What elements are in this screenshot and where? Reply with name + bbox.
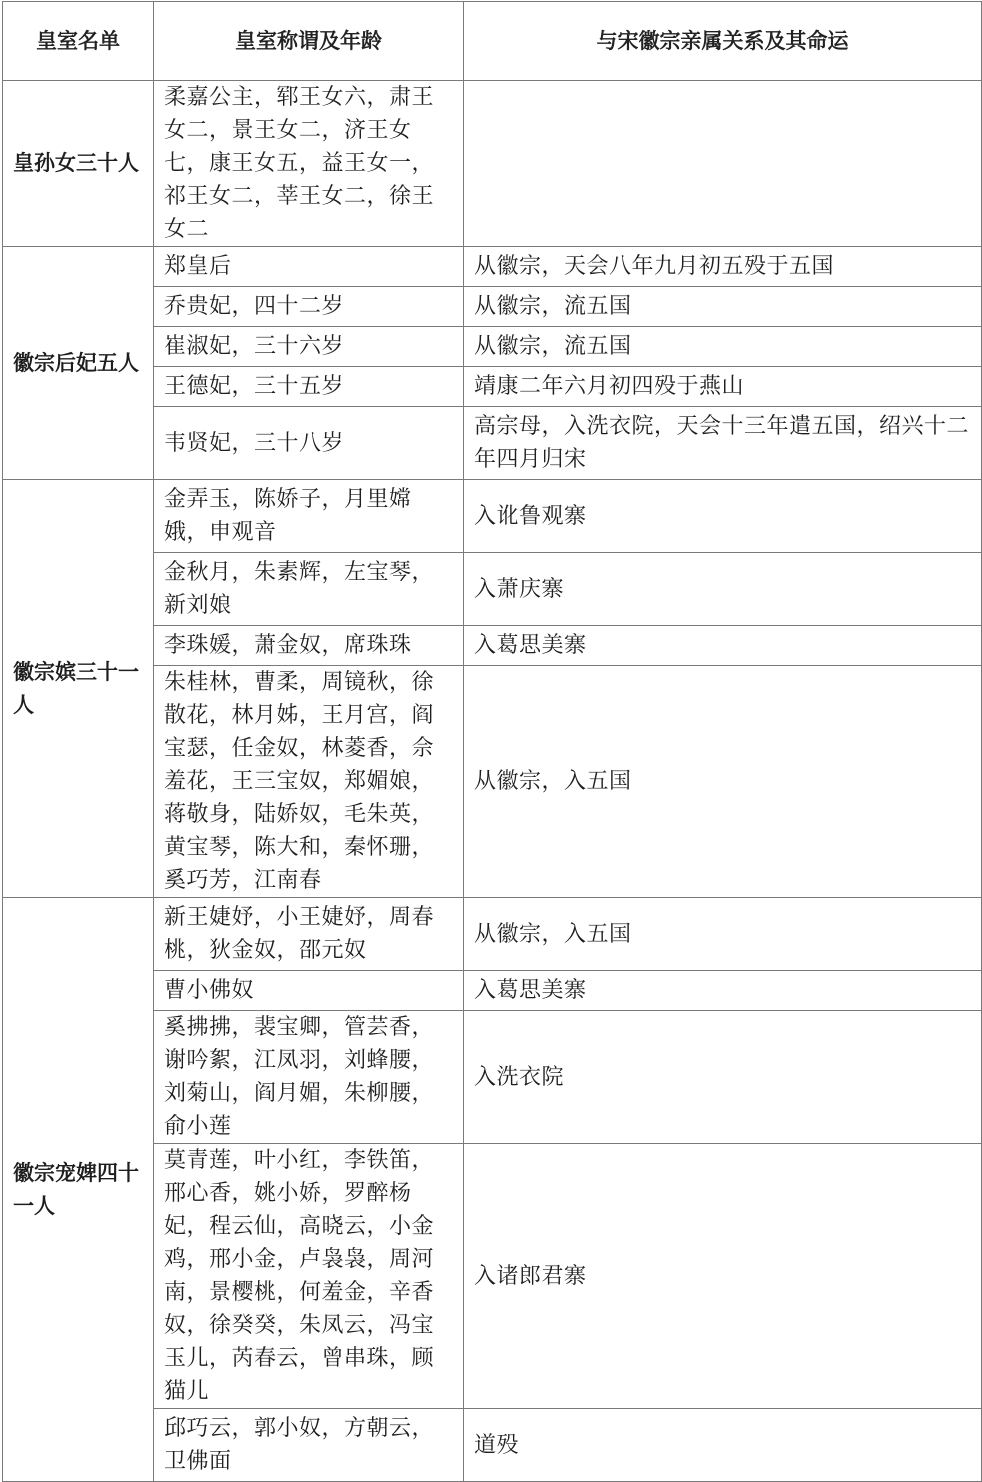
names-cell: 柔嘉公主，郓王女六，肃王女二，景王女二，济王女七，康王女五，益王女一，祁王女二，莘王女二，徐王女二 xyxy=(154,81,464,247)
header-relation-fate: 与宋徽宗亲属关系及其命运 xyxy=(464,2,982,81)
names-cell: 李珠媛，萧金奴，席珠珠 xyxy=(154,626,464,666)
fate-cell: 从徽宗，入五国 xyxy=(464,898,982,971)
header-row xyxy=(3,2,982,81)
header-title-age: 皇室称谓及年龄 xyxy=(154,2,464,81)
names-cell: 邱巧云，郭小奴，方朝云，卫佛面 xyxy=(154,1409,464,1482)
names-cell: 王德妃，三十五岁 xyxy=(154,367,464,407)
names-cell: 乔贵妃，四十二岁 xyxy=(154,287,464,327)
fate-cell: 从徽宗，入五国 xyxy=(464,666,982,898)
table-row xyxy=(3,81,982,247)
fate-cell: 靖康二年六月初四殁于燕山 xyxy=(464,367,982,407)
names-cell: 金弄玉，陈娇子，月里嫦娥，申观音 xyxy=(154,480,464,553)
group-label: 徽宗嫔三十一人 xyxy=(3,480,154,898)
header-roster: 皇室名单 xyxy=(3,2,154,81)
group-label: 徽宗后妃五人 xyxy=(3,247,154,480)
royal-roster-table xyxy=(2,1,982,1482)
names-cell: 新王婕妤，小王婕妤，周春桃，狄金奴，邵元奴 xyxy=(154,898,464,971)
names-cell: 朱桂林，曹柔，周镜秋，徐散花，林月姊，王月宫，阎宝瑟，任金奴，林菱香，佘羞花，王三宝奴，郑媚娘，蒋敬身，陆娇奴，毛朱英，黄宝琴，陈大和，秦怀珊，奚巧芳，江南春 xyxy=(154,666,464,898)
fate-cell: 入萧庆寨 xyxy=(464,553,982,626)
fate-cell: 道殁 xyxy=(464,1409,982,1482)
table-row xyxy=(3,898,982,971)
names-cell: 郑皇后 xyxy=(154,247,464,287)
group-label: 徽宗宠婢四十一人 xyxy=(3,898,154,1482)
table-row xyxy=(3,247,982,287)
fate-cell: 从徽宗，天会八年九月初五殁于五国 xyxy=(464,247,982,287)
table-row xyxy=(3,480,982,553)
names-cell: 崔淑妃，三十六岁 xyxy=(154,327,464,367)
fate-cell: 入葛思美寨 xyxy=(464,626,982,666)
fate-cell: 入葛思美寨 xyxy=(464,971,982,1011)
names-cell: 奚拂拂，裴宝卿，管芸香，谢吟絮，江凤羽，刘蜂腰，刘菊山，阎月媚，朱柳腰，俞小莲 xyxy=(154,1011,464,1144)
names-cell: 韦贤妃，三十八岁 xyxy=(154,407,464,480)
group-label: 皇孙女三十人 xyxy=(3,81,154,247)
fate-cell xyxy=(464,81,982,247)
fate-cell: 从徽宗，流五国 xyxy=(464,287,982,327)
names-cell: 莫青莲，叶小红，李铁笛，邢心香，姚小娇，罗醉杨妃，程云仙，高晓云，小金鸡，邢小金，卢袅袅，周河南，景樱桃，何羞金，辛香奴，徐癸癸，朱凤云，冯宝玉儿，芮春云，曾串珠，顾猫儿 xyxy=(154,1144,464,1409)
names-cell: 曹小佛奴 xyxy=(154,971,464,1011)
fate-cell: 从徽宗，流五国 xyxy=(464,327,982,367)
fate-cell: 入洗衣院 xyxy=(464,1011,982,1144)
fate-cell: 入讹鲁观寨 xyxy=(464,480,982,553)
fate-cell: 入诸郎君寨 xyxy=(464,1144,982,1409)
names-cell: 金秋月，朱素辉，左宝琴，新刘娘 xyxy=(154,553,464,626)
fate-cell: 高宗母，入洗衣院，天会十三年遣五国，绍兴十二年四月归宋 xyxy=(464,407,982,480)
